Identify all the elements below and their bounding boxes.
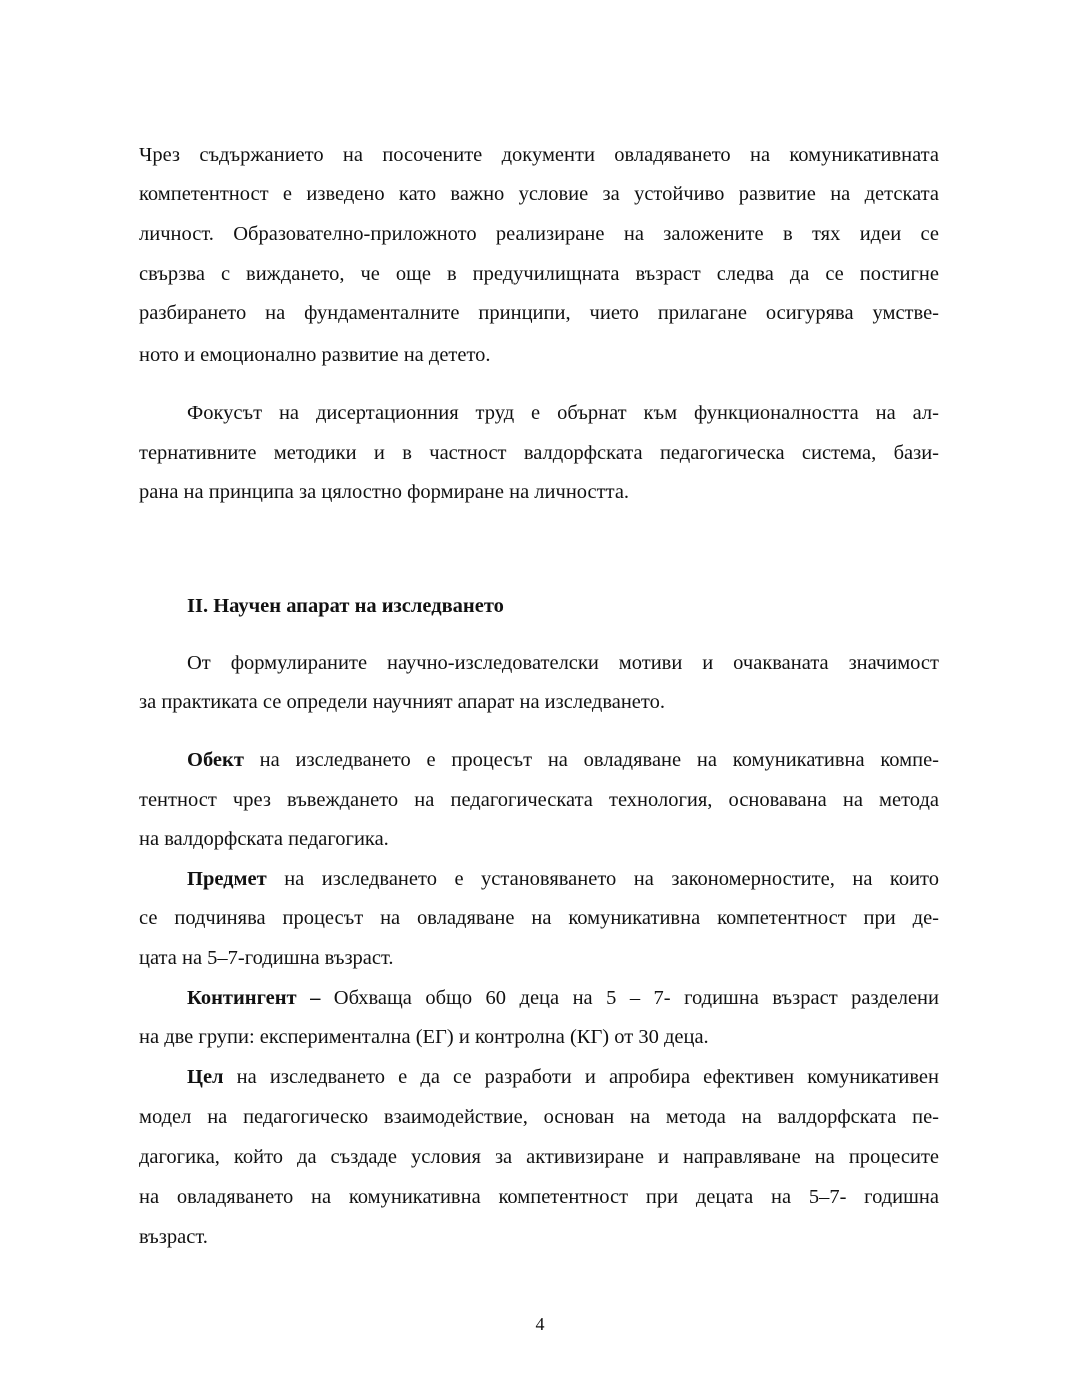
text-line: тернативните методики и в частност валдорфската педагогическа система, бази-: [139, 442, 939, 464]
text-line: разбирането на фундаменталните принципи, чието прилагане осигурява умстве-: [139, 302, 939, 324]
text-line: компетентност е изведено като важно условие за устойчиво развитие на детската: [139, 183, 939, 205]
text-line: възраст.: [139, 1226, 208, 1248]
section-heading: II. Научен апарат на изследването: [187, 595, 504, 617]
term-contingent: Контингент –: [187, 987, 321, 1009]
text-line: ното и емоционално развитие на детето.: [139, 344, 491, 366]
term-subject: Предмет: [187, 868, 267, 890]
text-line: Цел на изследването е да се разработи и апробира ефективен комуникативен: [187, 1066, 939, 1088]
term-object: Обект: [187, 749, 244, 771]
text-line: цата на 5–7-годишна възраст.: [139, 947, 394, 969]
text-line: Фокусът на дисертационния труд е обърнат към функционалността на ал-: [187, 402, 939, 424]
term-goal: Цел: [187, 1066, 224, 1088]
text-line: се подчинява процесът на овладяване на комуникативна компетентност при де-: [139, 907, 939, 929]
text-line: рана на принципа за цялостно формиране на личността.: [139, 481, 630, 503]
text-line: личност. Образователно-приложното реализиране на заложените в тях идеи се: [139, 223, 939, 245]
text-line: От формулираните научно-изследователски мотиви и очакваната значимост: [187, 652, 939, 674]
text-line: модел на педагогическо взаимодействие, основан на метода на валдорфската пе-: [139, 1106, 939, 1128]
text-line: тентност чрез въвеждането на педагогическата технология, основавана на метода: [139, 789, 939, 811]
text-line: Чрез съдържанието на посочените документи овладяването на комуникативната: [139, 144, 939, 166]
text-line: дагогика, който да създаде условия за активизиране и направляване на процесите: [139, 1146, 939, 1168]
text-line: свързва с виждането, че още в предучилищната възраст следва да се постигне: [139, 263, 939, 285]
text-line: за практиката се определи научният апарат на изследването.: [139, 691, 665, 713]
text-line: Обект на изследването е процесът на овладяване на комуникативна компе-: [187, 749, 939, 771]
text-line: на две групи: експериментална (ЕГ) и контролна (КГ) от 30 деца.: [139, 1026, 709, 1048]
text-line: Предмет на изследването е установяването на закономерностите, на които: [187, 868, 939, 890]
page-number: 4: [535, 1314, 545, 1334]
text-line: на овладяването на комуникативна компетентност при децата на 5–7- годишна: [139, 1186, 939, 1208]
text-line: Контингент – Обхваща общо 60 деца на 5 – 7- годишна възраст разделени: [187, 987, 939, 1009]
text-line: на валдорфската педагогика.: [139, 828, 389, 850]
